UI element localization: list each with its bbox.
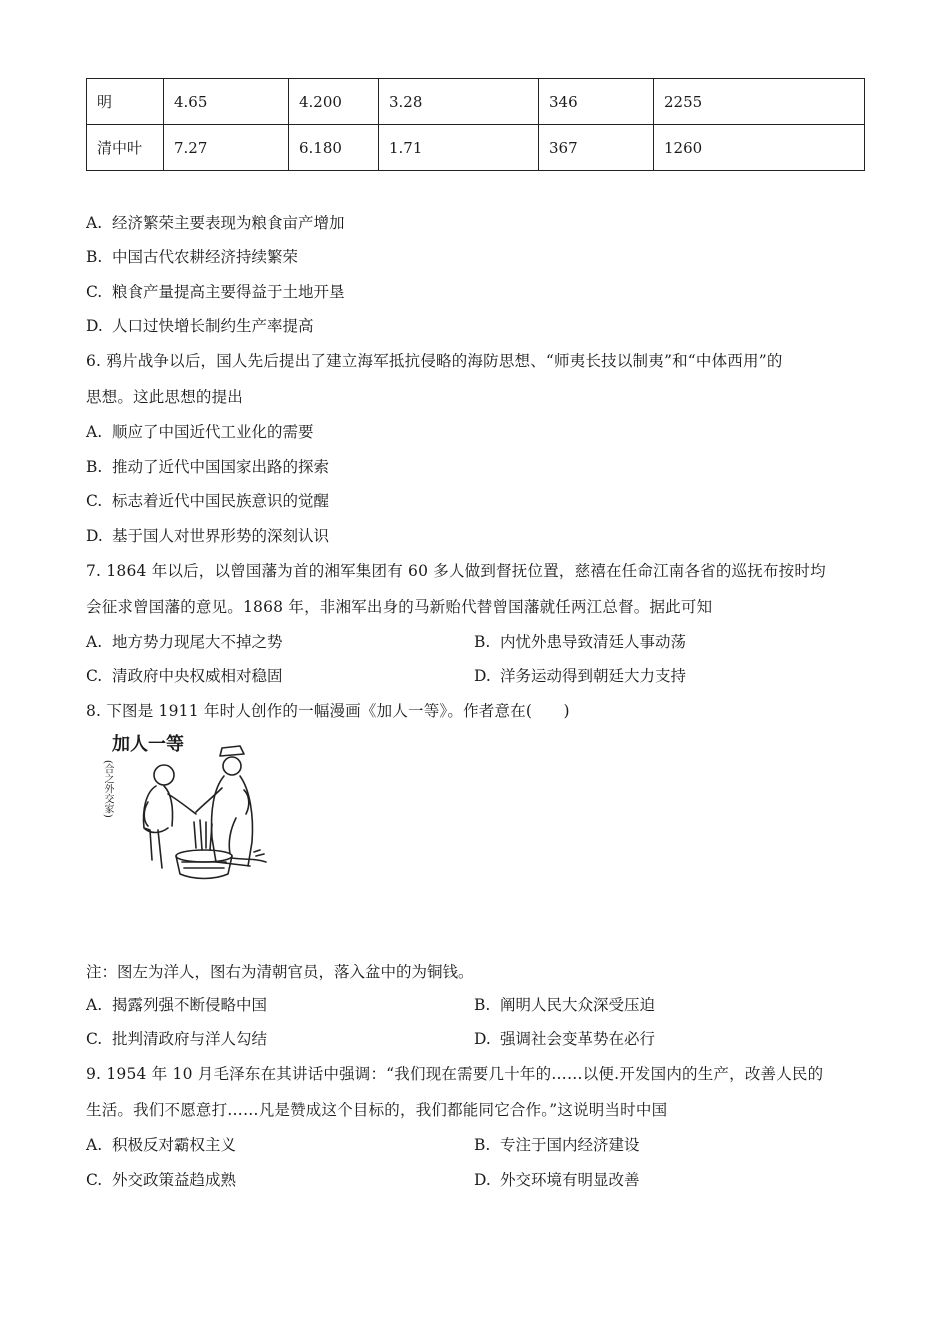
q6-option-b[interactable]: B. 推动了近代中国国家出路的探索 — [86, 458, 330, 476]
table-row — [87, 125, 865, 171]
q8-option-b[interactable]: B. 阐明人民大众深受压迫 — [474, 996, 656, 1014]
q8-option-a[interactable]: A. 揭露列强不断侵略中国 — [86, 996, 268, 1014]
table-cell: 346 — [539, 79, 654, 125]
table-cell: 1260 — [654, 125, 865, 171]
q6-option-c[interactable]: C. 标志着近代中国民族意识的觉醒 — [86, 492, 330, 510]
cartoon-title: 加人一等 — [112, 734, 184, 755]
q8-stem: 8. 下图是 1911 年时人创作的一幅漫画《加人一等》。作者意在( ) — [86, 702, 570, 720]
cartoon-subtitle: (合之外交家) — [102, 760, 113, 818]
table-cell: 1.71 — [379, 125, 539, 171]
q5-option-d[interactable]: D. 人口过快增长制约生产率提高 — [86, 317, 314, 335]
q7-option-d[interactable]: D. 洋务运动得到朝廷大力支持 — [474, 667, 687, 685]
cartoon-image — [104, 730, 284, 880]
q9-option-d[interactable]: D. 外交环境有明显改善 — [474, 1171, 640, 1189]
q5-option-b[interactable]: B. 中国古代农耕经济持续繁荣 — [86, 248, 299, 266]
q6-option-a[interactable]: A. 顺应了中国近代工业化的需要 — [86, 423, 314, 441]
table-cell: 4.65 — [164, 79, 289, 125]
q7-option-b[interactable]: B. 内忧外患导致清廷人事动荡 — [474, 633, 687, 651]
q8-note: 注：图左为洋人，图右为清朝官员，落入盆中的为铜钱。 — [86, 963, 474, 981]
q7-stem-line2: 会征求曾国藩的意见。1868 年，非湘军出身的马新贻代替曾国藩就任两江总督。据此可知 — [86, 598, 713, 616]
table-cell: 3.28 — [379, 79, 539, 125]
q7-stem-line1: 7. 1864 年以后，以曾国藩为首的湘军集团有 60 多人做到督抚位置，慈禧在任命江南各省的巡抚布按时均 — [86, 562, 826, 580]
grain-data-table — [86, 78, 865, 171]
q9-stem-line2: 生活。我们不愿意打……凡是赞成这个目标的，我们都能同它合作。”这说明当时中国 — [86, 1101, 668, 1119]
q7-option-a[interactable]: A. 地方势力现尾大不掉之势 — [86, 633, 283, 651]
table-cell: 6.180 — [289, 125, 379, 171]
table-cell: 4.200 — [289, 79, 379, 125]
q9-option-b[interactable]: B. 专注于国内经济建设 — [474, 1136, 640, 1154]
table-cell: 清中叶 — [87, 125, 164, 171]
q6-stem-line1: 6. 鸦片战争以后，国人先后提出了建立海军抵抗侵略的海防思想、“师夷长技以制夷”和“中体西用”的 — [86, 352, 783, 370]
table-row — [87, 79, 865, 125]
q6-option-d[interactable]: D. 基于国人对世界形势的深刻认识 — [86, 527, 330, 545]
q5-option-c[interactable]: C. 粮食产量提高主要得益于土地开垦 — [86, 283, 345, 301]
q5-option-a[interactable]: A. 经济繁荣主要表现为粮食亩产增加 — [86, 214, 345, 232]
table-cell: 7.27 — [164, 125, 289, 171]
q7-option-c[interactable]: C. 清政府中央权威相对稳固 — [86, 667, 283, 685]
q8-option-c[interactable]: C. 批判清政府与洋人勾结 — [86, 1030, 268, 1048]
table-cell: 2255 — [654, 79, 865, 125]
q9-option-c[interactable]: C. 外交政策益趋成熟 — [86, 1171, 237, 1189]
q9-stem-line1: 9. 1954 年 10 月毛泽东在其讲话中强调：“我们现在需要几十年的……以便.开发国内的生产，改善人民的 — [86, 1065, 824, 1083]
q8-option-d[interactable]: D. 强调社会变革势在必行 — [474, 1030, 656, 1048]
q9-option-a[interactable]: A. 积极反对霸权主义 — [86, 1136, 237, 1154]
table-cell: 367 — [539, 125, 654, 171]
table-cell: 明 — [87, 79, 164, 125]
q6-stem-line2: 思想。这此思想的提出 — [86, 388, 244, 406]
